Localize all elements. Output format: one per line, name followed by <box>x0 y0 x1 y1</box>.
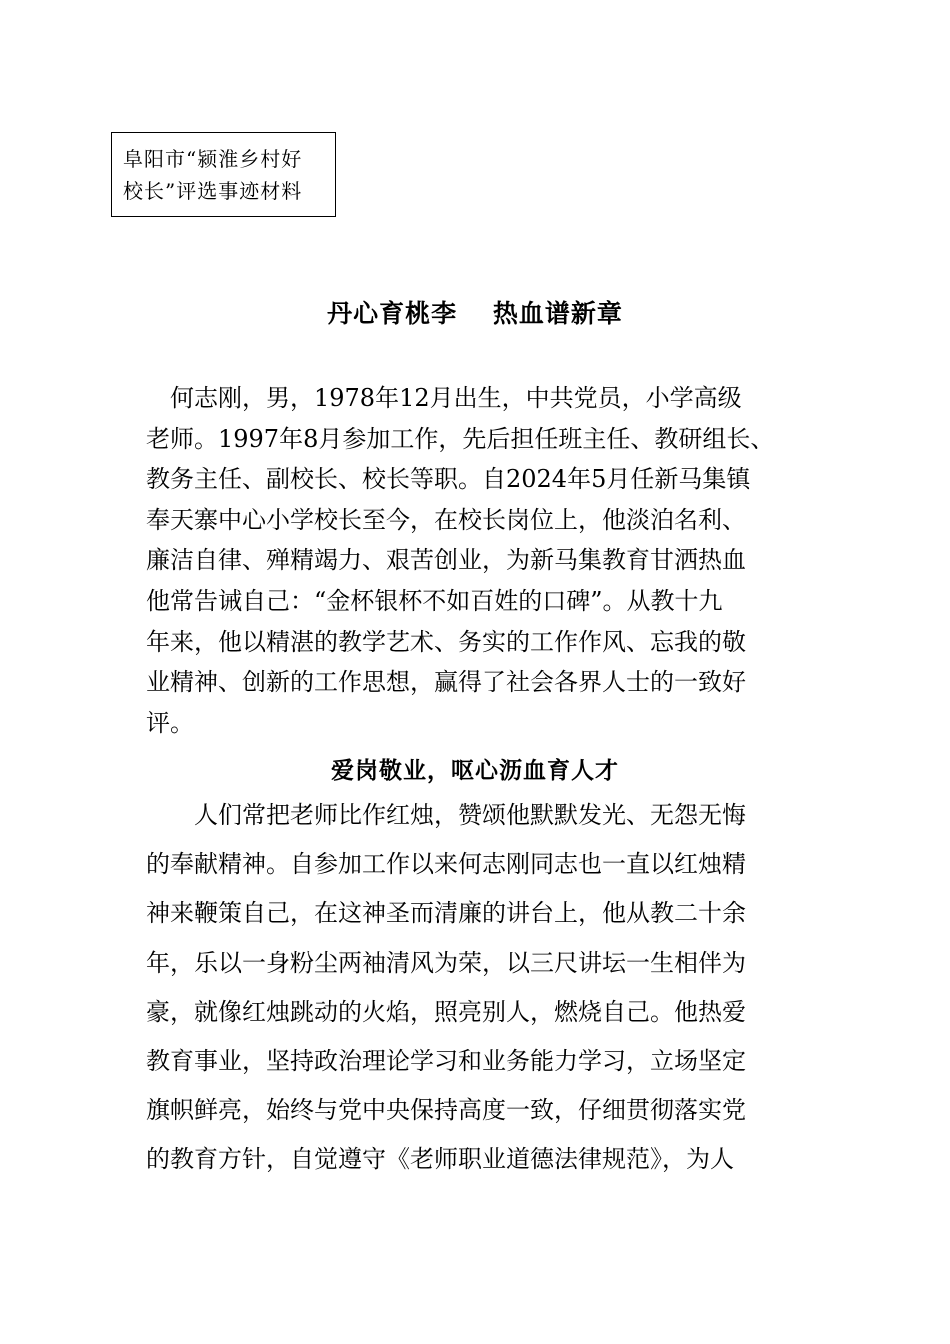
text-line: 神来鞭策自己，在这神圣而清廉的讲台上，他从教二十余 <box>146 899 746 928</box>
text-line: 的教育方针，自觉遵守《老师职业道德法律规范》，为人 <box>146 1145 734 1174</box>
category-label-line: 校长”评选事迹材料 <box>123 179 303 203</box>
text-line: 何志刚，男，1978年12月出生，中共党员，小学高级 <box>170 384 742 412</box>
text-line: 年来，他以精湛的教学艺术、务实的工作作风、忘我的敬 <box>146 627 746 656</box>
text-line: 的奉献精神。自参加工作以来何志刚同志也一直以红烛精 <box>146 850 746 879</box>
category-label-line: 阜阳市“颍淮乡村好 <box>123 147 303 171</box>
text-line: 评。 <box>146 708 194 737</box>
text-line: 老师。1997年8月参加工作，先后担任班主任、教研组长、 <box>146 424 775 453</box>
text-line: 教育事业，坚持政治理论学习和业务能力学习，立场坚定 <box>146 1047 746 1076</box>
text-line: 教务主任、副校长、校长等职。自2024年5月任新马集镇 <box>146 465 751 494</box>
intro-paragraph <box>146 378 846 743</box>
text-line: 人们常把老师比作红烛，赞颂他默默发光、无怨无悔 <box>194 801 746 829</box>
text-line: 他常告诫自己：“金杯银杯不如百姓的口碑”。从教十九 <box>146 586 723 615</box>
text-line: 业精神、创新的工作思想，赢得了社会各界人士的一致好 <box>146 668 746 697</box>
text-line: 廉洁自律、殚精竭力、艰苦创业，为新马集教育甘洒热血 <box>146 546 746 575</box>
text-line: 豪，就像红烛跳动的火焰，照亮别人，燃烧自己。他热爱 <box>146 997 746 1026</box>
text-line: 旗帜鲜亮，始终与党中央保持高度一致，仔细贯彻落实党 <box>146 1096 746 1125</box>
document-title: 丹心育桃李 热血谱新章 <box>327 299 623 328</box>
text-line: 年，乐以一身粉尘两袖清风为荣，以三尺讲坛一生相伴为 <box>146 948 746 977</box>
body-paragraph <box>146 791 846 1185</box>
category-label-box <box>111 132 336 217</box>
text-line: 奉天寨中心小学校长至今，在校长岗位上，他淡泊名利、 <box>146 505 746 534</box>
section-heading: 爱岗敬业，呕心沥血育人才 <box>331 757 619 784</box>
